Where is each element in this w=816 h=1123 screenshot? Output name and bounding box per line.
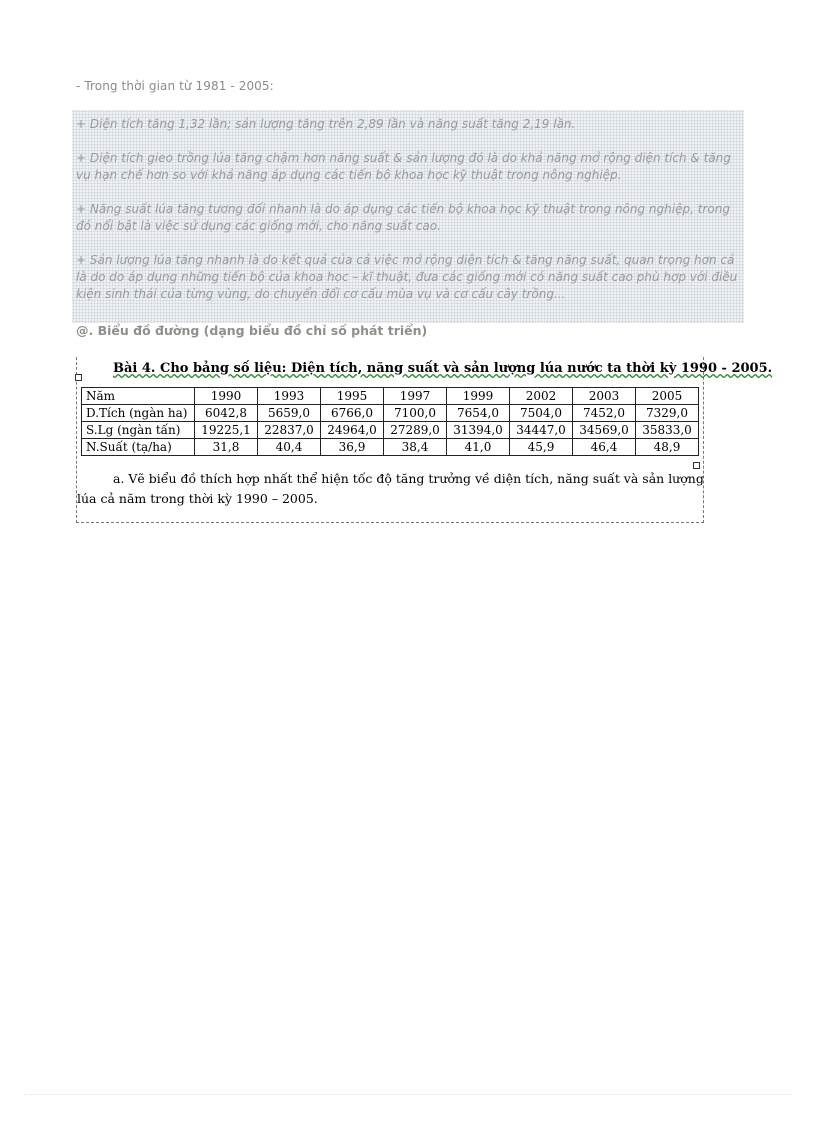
table-cell: 46,4	[573, 439, 636, 456]
table-cell: 7100,0	[384, 405, 447, 422]
table-resize-handle[interactable]	[693, 462, 700, 469]
table-row	[82, 439, 699, 456]
table-cell: 22837,0	[258, 422, 321, 439]
table-cell: 45,9	[510, 439, 573, 456]
table-cell: 7504,0	[510, 405, 573, 422]
table-cell: 7654,0	[447, 405, 510, 422]
paragraph-area-slow: + Diện tích gieo trồng lúa tăng chậm hơn năng suất & sản lượng đó là do khả năng mở rộng diện tích & tăng vụ hạn chế hơn so với khả năng áp dụng các tiến bộ khoa học kỹ thuật trong nông nghiệp.	[76, 151, 731, 182]
table-cell: 31,8	[195, 439, 258, 456]
table-cell: N.Suất (tạ/ha)	[82, 439, 195, 456]
table-cell: 35833,0	[636, 422, 699, 439]
table-cell: 7329,0	[636, 405, 699, 422]
table-cell: 5659,0	[258, 405, 321, 422]
exercise-question: a. Vẽ biểu đồ thích hợp nhất thể hiện tốc độ tăng trưởng về diện tích, năng suất và sản lượng lúa cả năm trong thời kỳ 1990 – 2005.	[77, 471, 704, 506]
table-cell: Năm	[82, 388, 195, 405]
exercise-title: Bài 4. Cho bảng số liệu: Diện tích, năng suất và sản lượng lúa nước ta thời kỳ 1990 - 2005.	[113, 361, 773, 376]
table-cell: 19225,1	[195, 422, 258, 439]
table-cell: 40,4	[258, 439, 321, 456]
table-cell: 2003	[573, 388, 636, 405]
table-cell: 24964,0	[321, 422, 384, 439]
intro-line: - Trong thời gian từ 1981 - 2005:	[76, 79, 274, 93]
scanned-exercise	[76, 357, 773, 523]
table-cell: 2002	[510, 388, 573, 405]
table-cell: 34447,0	[510, 422, 573, 439]
table-cell: 1995	[321, 388, 384, 405]
table-cell: 7452,0	[573, 405, 636, 422]
table-cell: 1990	[195, 388, 258, 405]
table-cell: 1999	[447, 388, 510, 405]
table-header-row	[82, 388, 699, 405]
table-cell: S.Lg (ngàn tấn)	[82, 422, 195, 439]
table-cell: 6042,8	[195, 405, 258, 422]
table-cell: 2005	[636, 388, 699, 405]
table-cell: 31394,0	[447, 422, 510, 439]
table-cell: 1993	[258, 388, 321, 405]
table-cell: 36,9	[321, 439, 384, 456]
table-cell: 48,9	[636, 439, 699, 456]
table-cell: 34569,0	[573, 422, 636, 439]
table-row	[82, 405, 699, 422]
data-table	[81, 387, 699, 456]
table-move-handle[interactable]	[75, 374, 82, 381]
paragraph-yield: + Năng suất lúa tăng tương đối nhanh là do áp dụng các tiến bộ khoa học kỹ thuật trong nông nghiệp, trong đó nổi bật là việc sử dụng các giống mới, cho năng suất cao.	[76, 202, 730, 233]
paragraph-area-growth: + Diện tích tăng 1,32 lần; sản lượng tăng trên 2,89 lần và năng suất tăng 2,19 lần.	[76, 117, 576, 131]
table-cell: D.Tích (ngàn ha)	[82, 405, 195, 422]
table-cell: 27289,0	[384, 422, 447, 439]
table-row	[82, 422, 699, 439]
table-cell: 41,0	[447, 439, 510, 456]
table-cell: 38,4	[384, 439, 447, 456]
page-bottom-rule	[24, 1094, 792, 1095]
table-cell: 6766,0	[321, 405, 384, 422]
table-cell: 1997	[384, 388, 447, 405]
paragraph-output: + Sản lượng lúa tăng nhanh là do kết quả của cả việc mở rộng diện tích & tăng năng suất, quan trọng hơn cả là do do áp dụng những tiến bộ của khoa học – kĩ thuật, đưa các giống mới có năng suất cao phù hợp với điều kiện sinh thái của từng vùng, do chuyển đổi cơ cấu mùa vụ và cơ cấu cây trồng...	[76, 253, 738, 301]
section-heading: @. Biểu đồ đường (dạng biểu đồ chỉ số phát triển)	[76, 323, 428, 338]
